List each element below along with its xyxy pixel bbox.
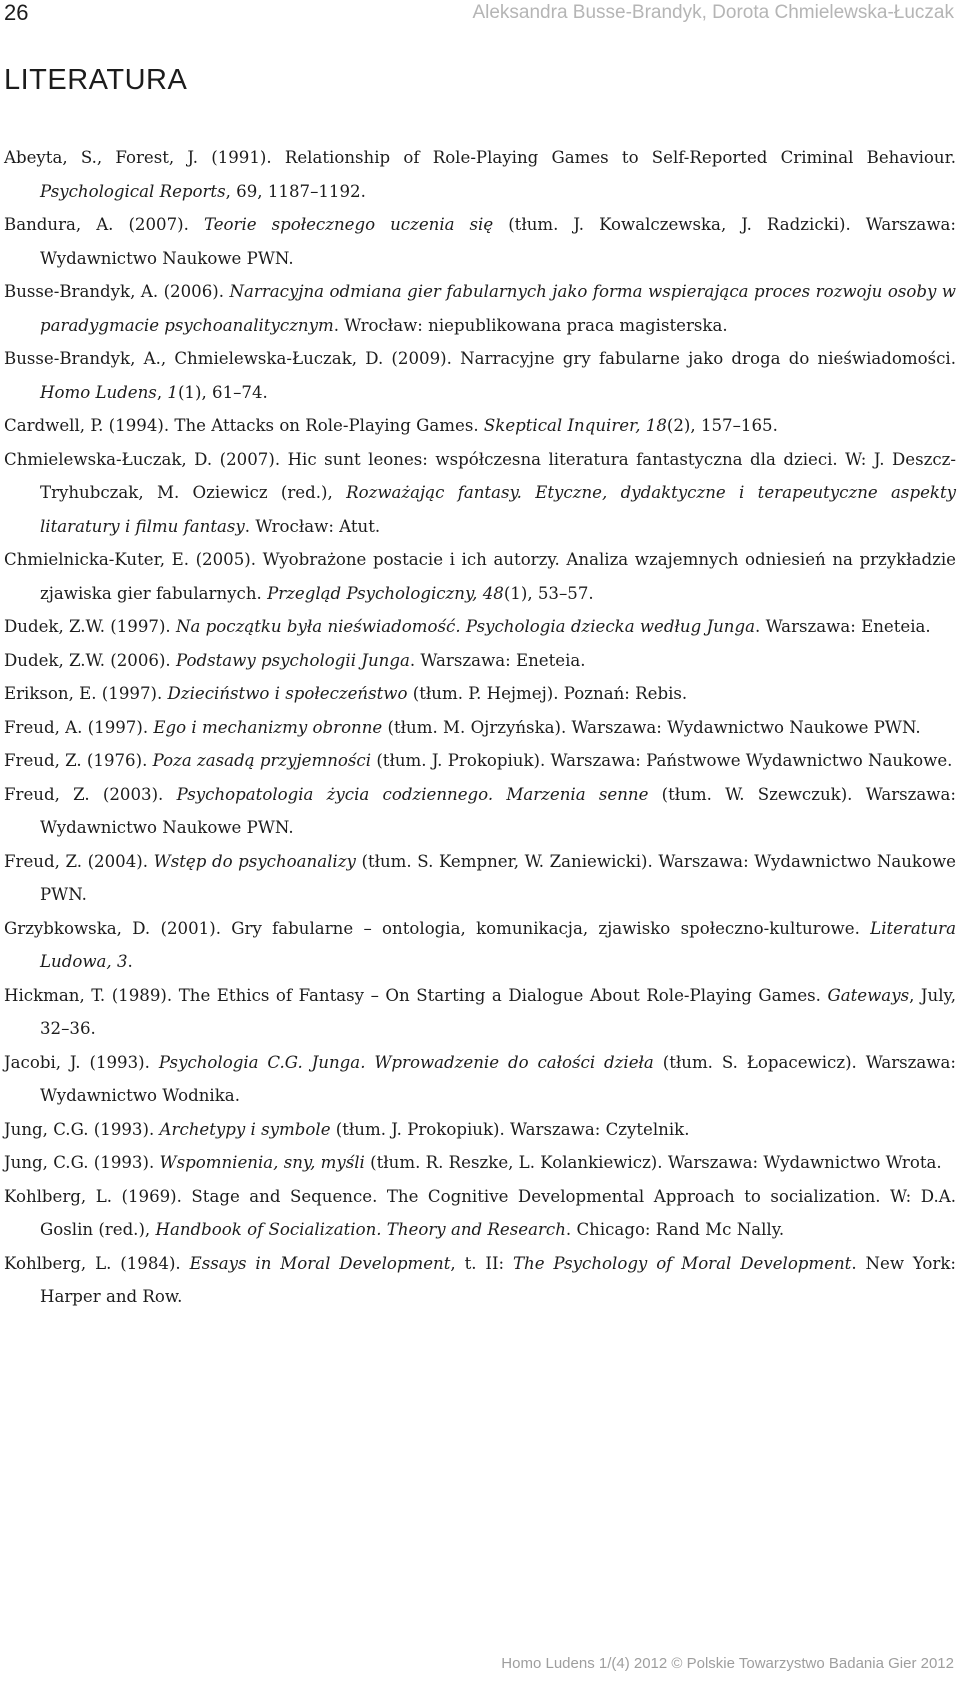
reference-text: Kohlberg, L. (1969). Stage and Sequence. The Cognitive Developmental Approach to socialization. W: D.A. Goslin (red.), — [4, 1186, 956, 1239]
reference-list — [4, 141, 956, 1314]
reference-title-italic: Podstawy psychologii Junga — [175, 650, 410, 670]
reference-text: Freud, A. (1997). — [4, 717, 154, 737]
reference-entry — [4, 1113, 956, 1147]
reference-title-italic: Psychologia C.G. Junga. Wprowadzenie do całości dzieła — [158, 1052, 654, 1072]
reference-text: Cardwell, P. (1994). The Attacks on Role-Playing Games. — [4, 416, 484, 435]
reference-text: (tłum. M. Ojrzyńska). Warszawa: Wydawnictwo Naukowe PWN. — [382, 717, 921, 737]
reference-text: , t. II: — [450, 1253, 513, 1273]
reference-title-italic: Teorie społecznego uczenia się — [203, 215, 494, 234]
running-head: Aleksandra Busse-Brandyk, Dorota Chmielewska-Łuczak — [472, 2, 954, 23]
reference-text: Freud, Z. (2004). — [4, 851, 154, 871]
reference-text: (tłum. P. Hejmej). Poznań: Rebis. — [407, 684, 688, 703]
reference-text: Freud, Z. (1976). — [4, 751, 153, 770]
reference-text: , July, 32–36. — [40, 985, 956, 1038]
reference-text: Freud, Z. (2003). — [4, 784, 177, 804]
reference-text: Abeyta, S., Forest, J. (1991). Relationship of Role-Playing Games to Self-Reported Criminal Behaviour. — [4, 148, 956, 167]
reference-title-italic: Na początku była nieświadomość. Psychologia dziecka według Junga — [175, 617, 756, 636]
reference-title-italic: Psychological Reports — [40, 181, 226, 201]
reference-entry — [4, 275, 956, 342]
reference-text: Grzybkowska, D. (2001). Gry fabularne – ontologia, komunikacja, zjawisko społeczno-kulturowe. — [4, 918, 871, 938]
reference-entry — [4, 141, 956, 208]
reference-text: . Wrocław: Atut. — [244, 516, 381, 536]
reference-text: Erikson, E. (1997). — [4, 684, 168, 703]
reference-text: . Warszawa: Eneteia. — [409, 650, 586, 670]
reference-title-italic: Psychopatologia życia codziennego. Marzenia senne — [176, 784, 649, 804]
reference-text: (tłum. J. Prokopiuk). Warszawa: Czytelnik. — [330, 1119, 690, 1139]
reference-entry — [4, 778, 956, 845]
reference-title-italic: The Psychology of Moral Development — [512, 1253, 852, 1273]
reference-text: (tłum. S. Kempner, W. Zaniewicki). Warszawa: Wydawnictwo Naukowe PWN. — [40, 851, 956, 904]
reference-text: , — [156, 382, 168, 402]
reference-text: (2), 157–165. — [666, 416, 778, 435]
reference-title-italic: 1 — [167, 382, 178, 402]
reference-text: Busse-Brandyk, A., Chmielewska-Łuczak, D. (2009). Narracyjne gry fabularne jako droga do nieświadomości. — [4, 349, 956, 368]
reference-entry — [4, 409, 956, 443]
reference-title-italic: Handbook of Socialization. Theory and Research — [155, 1220, 566, 1239]
reference-text: Jung, C.G. (1993). — [4, 1153, 160, 1172]
reference-title-italic: Narracyjna odmiana gier fabularnych jako forma wspierająca proces rozwoju osoby w paradygmacie psychoanalitycznym — [40, 282, 956, 335]
reference-text: (tłum. J. Prokopiuk). Warszawa: Państwowe Wydawnictwo Naukowe. — [371, 751, 953, 770]
reference-title-italic: Gateways — [827, 985, 910, 1005]
page-number: 26 — [4, 0, 29, 25]
reference-entry — [4, 443, 956, 544]
reference-entry — [4, 1146, 956, 1180]
reference-text: . Warszawa: Eneteia. — [755, 617, 931, 636]
reference-text: . Wrocław: niepublikowana praca magisterska. — [333, 315, 728, 335]
reference-text: Busse-Brandyk, A. (2006). — [4, 282, 230, 301]
reference-title-italic: Dzieciństwo i społeczeństwo — [167, 684, 408, 703]
reference-text: Bandura, A. (2007). — [4, 215, 204, 234]
reference-title-italic: Archetypy i symbole — [159, 1119, 331, 1139]
reference-entry — [4, 979, 956, 1046]
reference-entry — [4, 845, 956, 912]
reference-entry — [4, 543, 956, 610]
reference-entry — [4, 677, 956, 711]
reference-title-italic: Rozważając fantasy. Etyczne, dydaktyczne i terapeutyczne aspekty litaratury i filmu fantasy — [40, 483, 956, 536]
reference-text: Hickman, T. (1989). The Ethics of Fantasy – On Starting a Dialogue About Role-Playing Games. — [4, 985, 828, 1005]
reference-text: Chmielnicka-Kuter, E. (2005). Wyobrażone postacie i ich autorzy. Analiza wzajemnych odniesień na przykładzie zjawiska gier fabularnych. — [4, 550, 956, 603]
reference-entry — [4, 1046, 956, 1113]
reference-entry — [4, 1180, 956, 1247]
reference-title-italic: Ego i mechanizmy obronne — [153, 717, 383, 737]
reference-title-italic: Wspomnienia, sny, myśli — [159, 1153, 365, 1172]
reference-text: Jung, C.G. (1993). — [4, 1119, 160, 1139]
section-title: LITERATURA — [4, 64, 188, 96]
reference-title-italic: Poza zasadą przyjemności — [152, 751, 372, 770]
reference-title-italic: Skeptical Inquirer, 18 — [483, 416, 667, 435]
reference-text: , 69, 1187–1192. — [225, 181, 366, 201]
reference-title-italic: Literatura Ludowa, 3 — [40, 918, 956, 971]
reference-entry — [4, 744, 956, 778]
reference-text: (tłum. R. Reszke, L. Kolankiewicz). Warszawa: Wydawnictwo Wrota. — [364, 1153, 942, 1172]
reference-text: Chmielewska-Łuczak, D. (2007). Hic sunt leones: współczesna literatura fantastyczna dla dzieci. W: J. Deszcz-Tryhubczak, M. Oziewicz (red.), — [4, 449, 956, 502]
reference-entry — [4, 711, 956, 745]
reference-text: Dudek, Z.W. (2006). — [4, 650, 176, 670]
reference-title-italic: Homo Ludens — [40, 382, 157, 402]
page-footer: Homo Ludens 1/(4) 2012 © Polskie Towarzystwo Badania Gier 2012 — [501, 1655, 954, 1672]
reference-text: (tłum. W. Szewczuk). Warszawa: Wydawnictwo Naukowe PWN. — [40, 784, 956, 837]
reference-text: . Chicago: Rand Mc Nally. — [565, 1220, 785, 1239]
reference-text: Dudek, Z.W. (1997). — [4, 617, 176, 636]
reference-text: . New York: Harper and Row. — [40, 1253, 956, 1306]
reference-text: . — [127, 952, 133, 971]
reference-entry — [4, 1247, 956, 1314]
reference-entry — [4, 208, 956, 275]
reference-entry — [4, 644, 956, 678]
reference-text: Jacobi, J. (1993). — [4, 1052, 159, 1072]
reference-title-italic: Przegląd Psychologiczny, 48 — [267, 583, 504, 603]
reference-text: (1), 61–74. — [177, 382, 268, 402]
reference-text: (1), 53–57. — [503, 583, 594, 603]
reference-entry — [4, 342, 956, 409]
reference-text: (tłum. S. Łopacewicz). Warszawa: Wydawnictwo Wodnika. — [40, 1052, 956, 1105]
reference-entry — [4, 610, 956, 644]
reference-title-italic: Wstęp do psychoanalizy — [153, 851, 356, 871]
reference-title-italic: Essays in Moral Development — [189, 1253, 451, 1273]
reference-text: Kohlberg, L. (1984). — [4, 1253, 190, 1273]
page-header — [0, 0, 960, 40]
reference-text: (tłum. J. Kowalczewska, J. Radzicki). Warszawa: Wydawnictwo Naukowe PWN. — [40, 215, 957, 268]
reference-entry — [4, 912, 956, 979]
